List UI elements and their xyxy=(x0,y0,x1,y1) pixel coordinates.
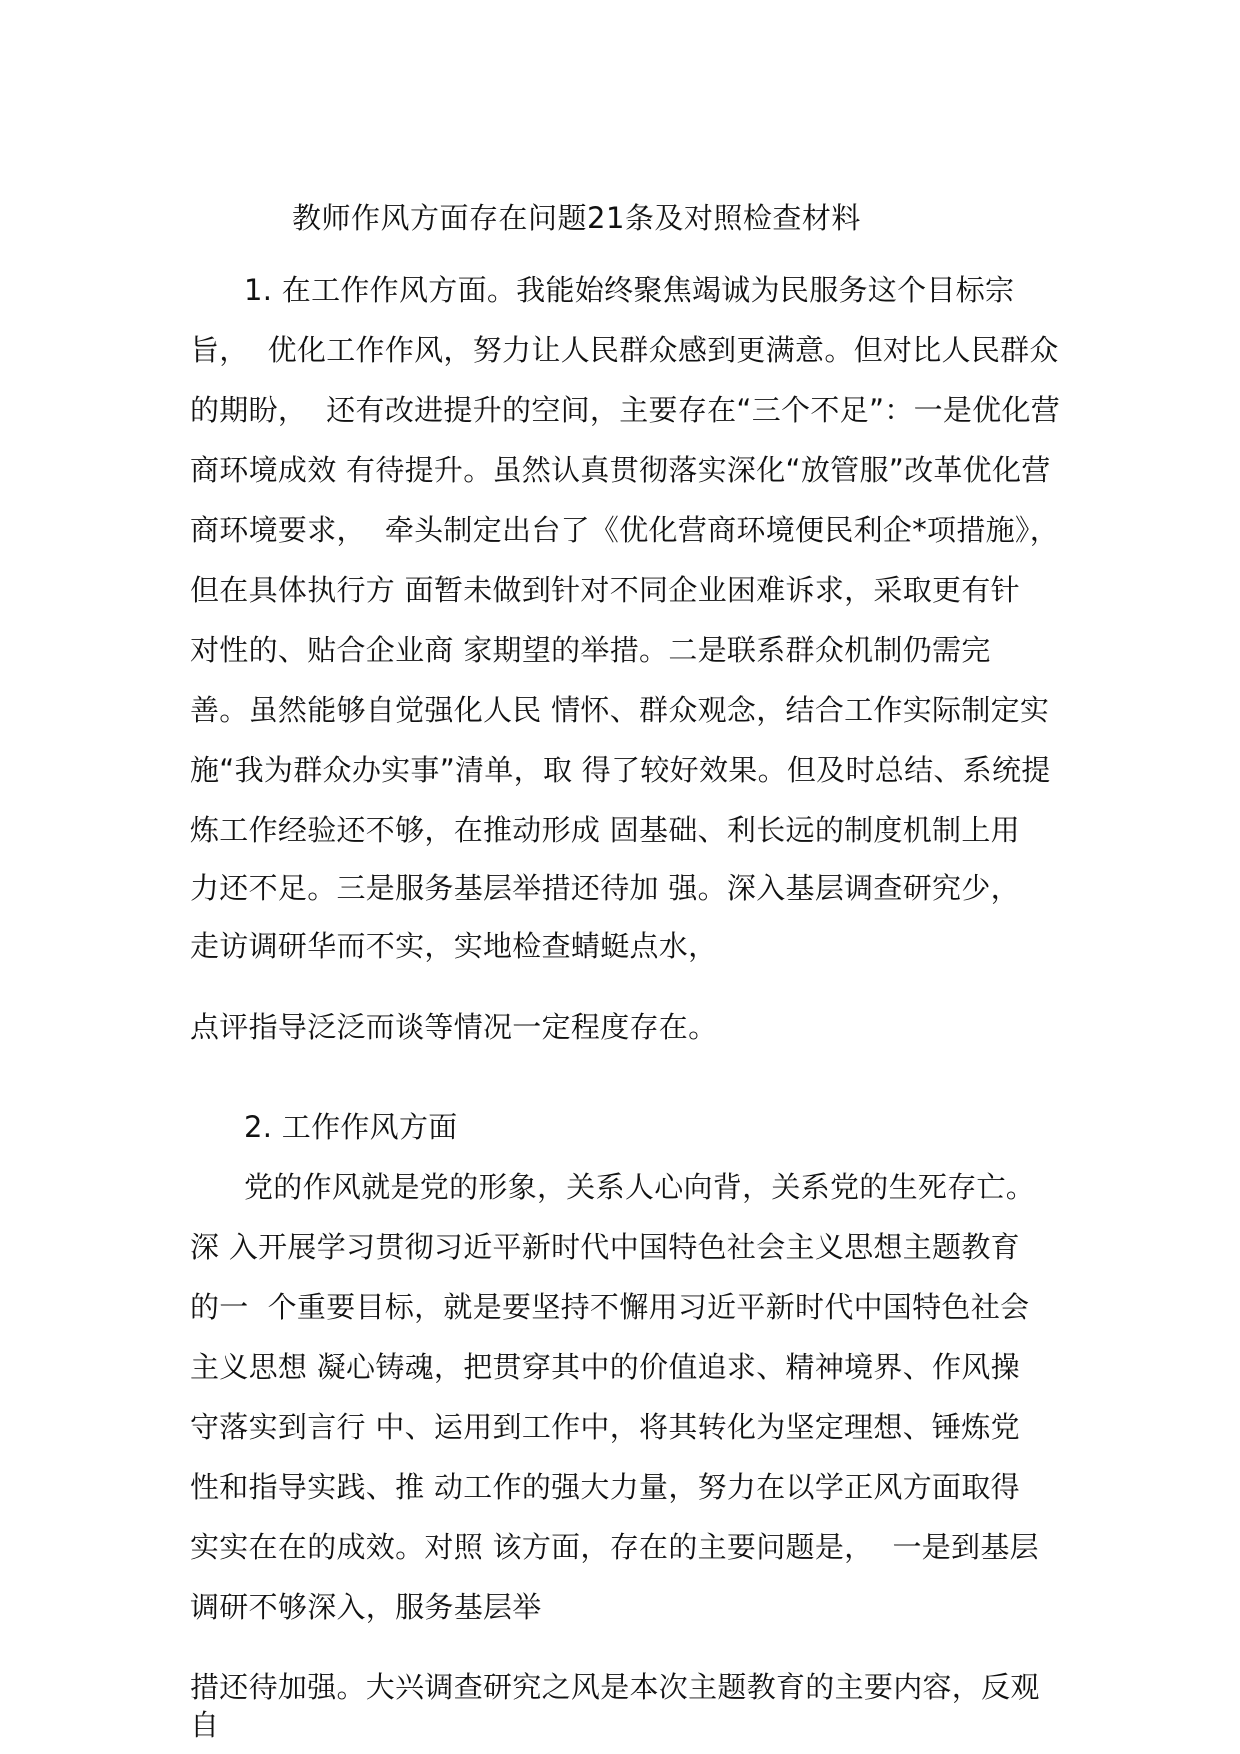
section1-line: 商环境要求， 牵头制定出台了《优化营商环境便民利企*项措施》， xyxy=(190,513,1060,547)
section2-line: 主义思想 凝心铸魂，把贯穿其中的价值追求、精神境界、作风操 xyxy=(190,1350,1020,1384)
section1-line: 对性的、贴合企业商 家期望的举措。二是联系群众机制仍需完 xyxy=(190,633,991,667)
section2-line: 调研不够深入，服务基层举 xyxy=(190,1590,542,1624)
section2-heading: 2. 工作作风方面 xyxy=(244,1110,458,1144)
section1-line: 1. 在工作作风方面。我能始终聚焦竭诚为民服务这个目标宗 xyxy=(244,273,1015,307)
section1-line: 炼工作经验还不够，在推动形成 固基础、利长远的制度机制上用 xyxy=(190,813,1020,847)
section2-line: 实实在在的成效。对照 该方面，存在的主要问题是， 一是到基层 xyxy=(190,1530,1039,1564)
section1-line: 的期盼， 还有改进提升的空间，主要存在“三个不足”：一是优化营 xyxy=(190,393,1061,427)
section1-line: 力还不足。三是服务基层举措还待加 强。深入基层调查研究少， xyxy=(190,871,1020,905)
section2-line: 自 xyxy=(190,1708,220,1742)
section2-line: 深 入开展学习贯彻习近平新时代中国特色社会主义思想主题教育 xyxy=(190,1230,1020,1264)
section1-line: 旨， 优化工作作风，努力让人民群众感到更满意。但对比人民群众 xyxy=(190,333,1059,367)
section1-line: 施“我为群众办实事”清单，取 得了较好效果。但及时总结、系统提 xyxy=(190,753,1051,787)
document-title: 教师作风方面存在问题21条及对照检查材料 xyxy=(292,201,861,235)
section2-line: 措还待加强。大兴调查研究之风是本次主题教育的主要内容，反观 xyxy=(190,1670,1040,1704)
section1-line: 商环境成效 有待提升。虽然认真贯彻落实深化“放管服”改革优化营 xyxy=(190,453,1051,487)
section1-line: 但在具体执行方 面暂未做到针对不同企业困难诉求，采取更有针 xyxy=(190,573,1020,607)
section2-line: 党的作风就是党的形象，关系人心向背，关系党的生死存亡。 xyxy=(244,1170,1036,1204)
section2-line: 性和指导实践、推 动工作的强大力量，努力在以学正风方面取得 xyxy=(190,1470,1020,1504)
section1-line: 善。虽然能够自觉强化人民 情怀、群众观念，结合工作实际制定实 xyxy=(190,693,1050,727)
section1-line: 走访调研华而不实，实地检查蜻蜓点水， xyxy=(190,929,718,963)
section2-line: 守落实到言行 中、运用到工作中，将其转化为坚定理想、锤炼党 xyxy=(190,1410,1020,1444)
section2-line: 的一 个重要目标，就是要坚持不懈用习近平新时代中国特色社会 xyxy=(190,1290,1030,1324)
section1-line: 点评指导泛泛而谈等情况一定程度存在。 xyxy=(190,1010,718,1044)
